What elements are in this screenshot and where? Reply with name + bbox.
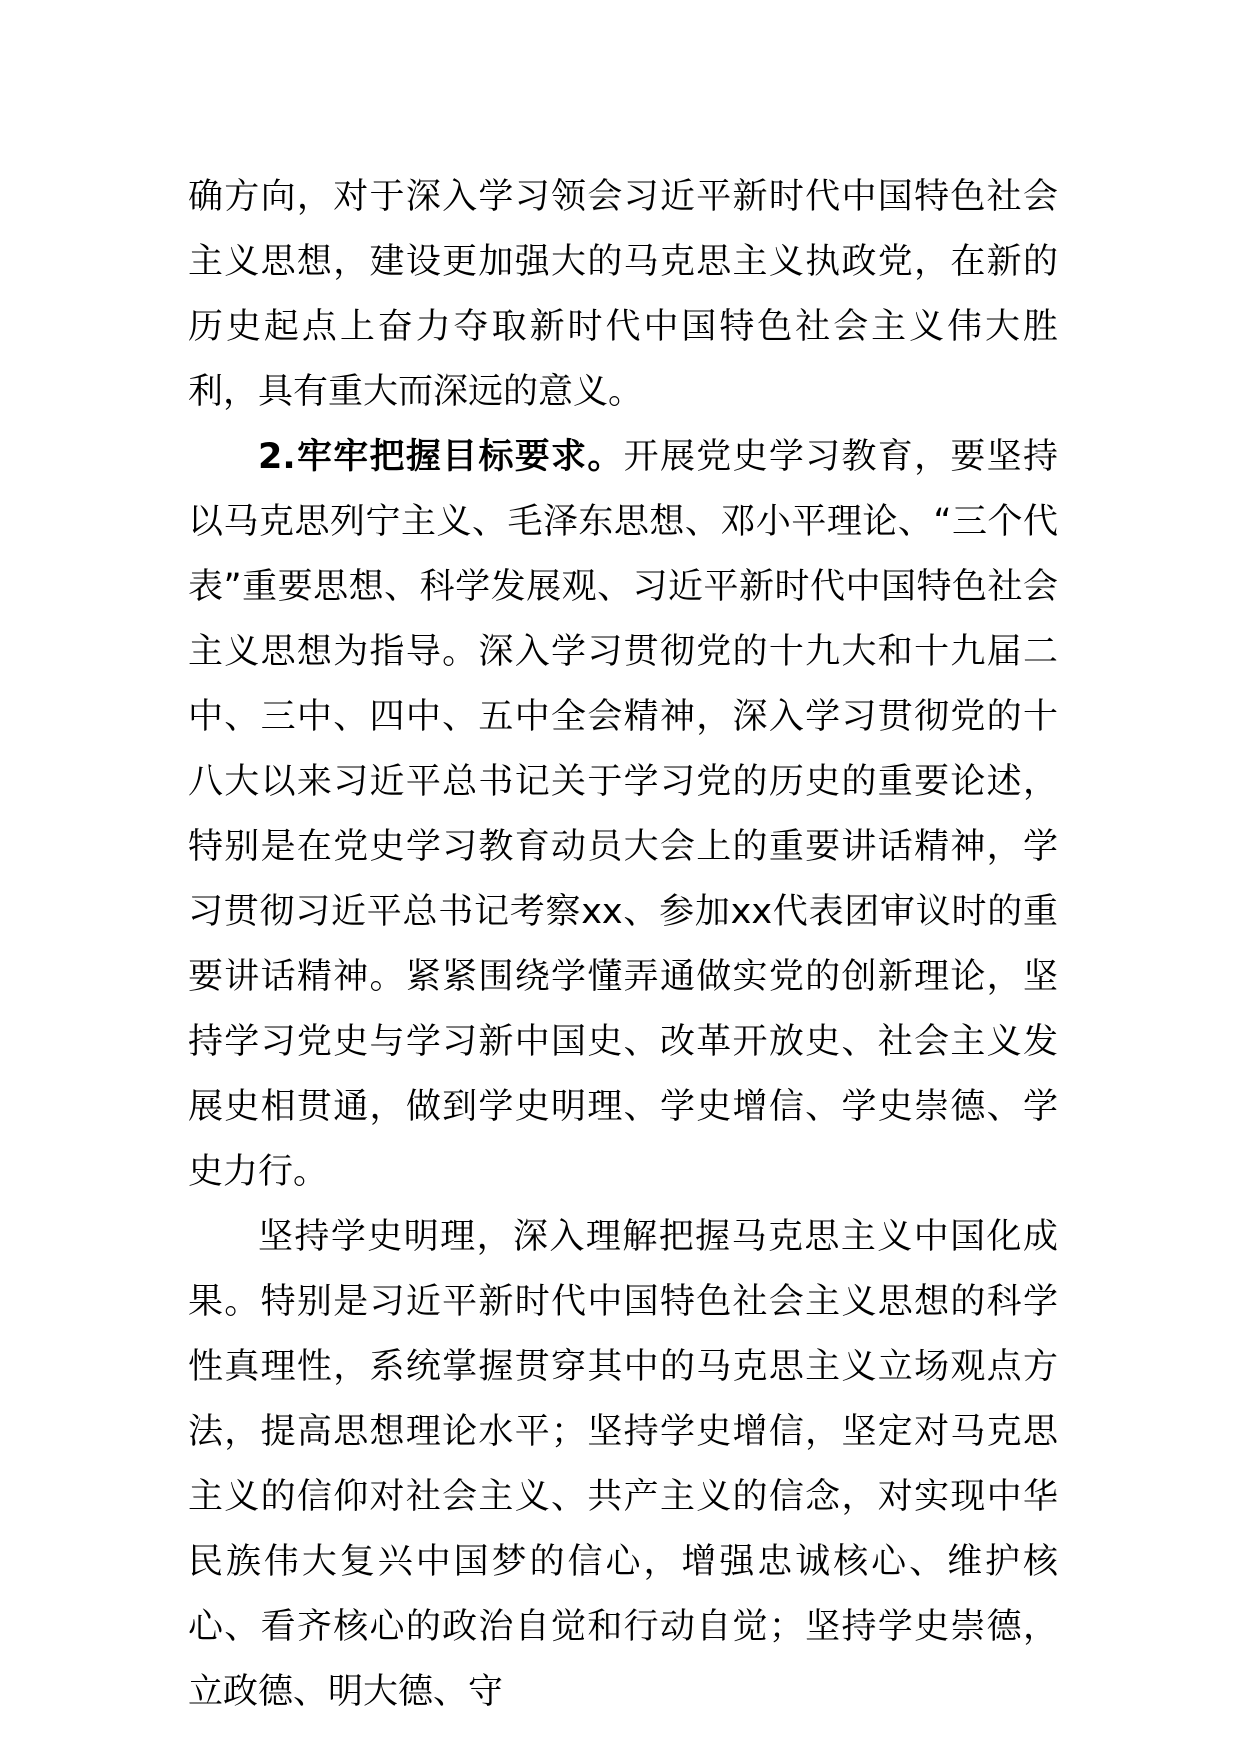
- paragraph-text: 坚持学史明理，深入理解把握马克思主义中国化成果。特别是习近平新时代中国特色社会主义思想的科学性真理性，系统掌握贯穿其中的马克思主义立场观点方法，提高思想理论水平；坚持学史增信，坚定对马克思主义的信仰对社会主义、共产主义的信念，对实现中华民族伟大复兴中国梦的信心，增强忠诚核心、维护核心、看齐核心的政治自觉和行动自觉；坚持学史崇德，立政德、明大德、守: [188, 1217, 1058, 1712]
- paragraph-text: 开展党史学习教育，要坚持以马克思列宁主义、毛泽东思想、邓小平理论、“三个代表”重要思想、科学发展观、习近平新时代中国特色社会主义思想为指导。深入学习贯彻党的十九大和十九届二中、三中、四中、五中全会精神，深入学习贯彻党的十八大以来习近平总书记关于学习党的历史的重要论述，特别是在党史学习教育动员大会上的重要讲话精神，学习贯彻习近平总书记考察xx、参加xx代表团审议时的重要讲话精神。紧紧围绕学懂弄通做实党的创新理论，坚持学习党史与学习新中国史、改革开放史、社会主义发展史相贯通，做到学史明理、学史增信、学史崇德、学史力行。: [188, 437, 1058, 1192]
- paragraph-target-requirements: [188, 425, 1058, 1205]
- document-body: [188, 165, 1058, 1725]
- paragraph-study-history: [188, 1205, 1058, 1725]
- paragraph-text: 确方向，对于深入学习领会习近平新时代中国特色社会主义思想，建设更加强大的马克思主义执政党，在新的历史起点上奋力夺取新时代中国特色社会主义伟大胜利，具有重大而深远的意义。: [188, 177, 1058, 412]
- section-heading: 2.牢牢把握目标要求。: [258, 437, 624, 477]
- paragraph-continuation: [188, 165, 1058, 425]
